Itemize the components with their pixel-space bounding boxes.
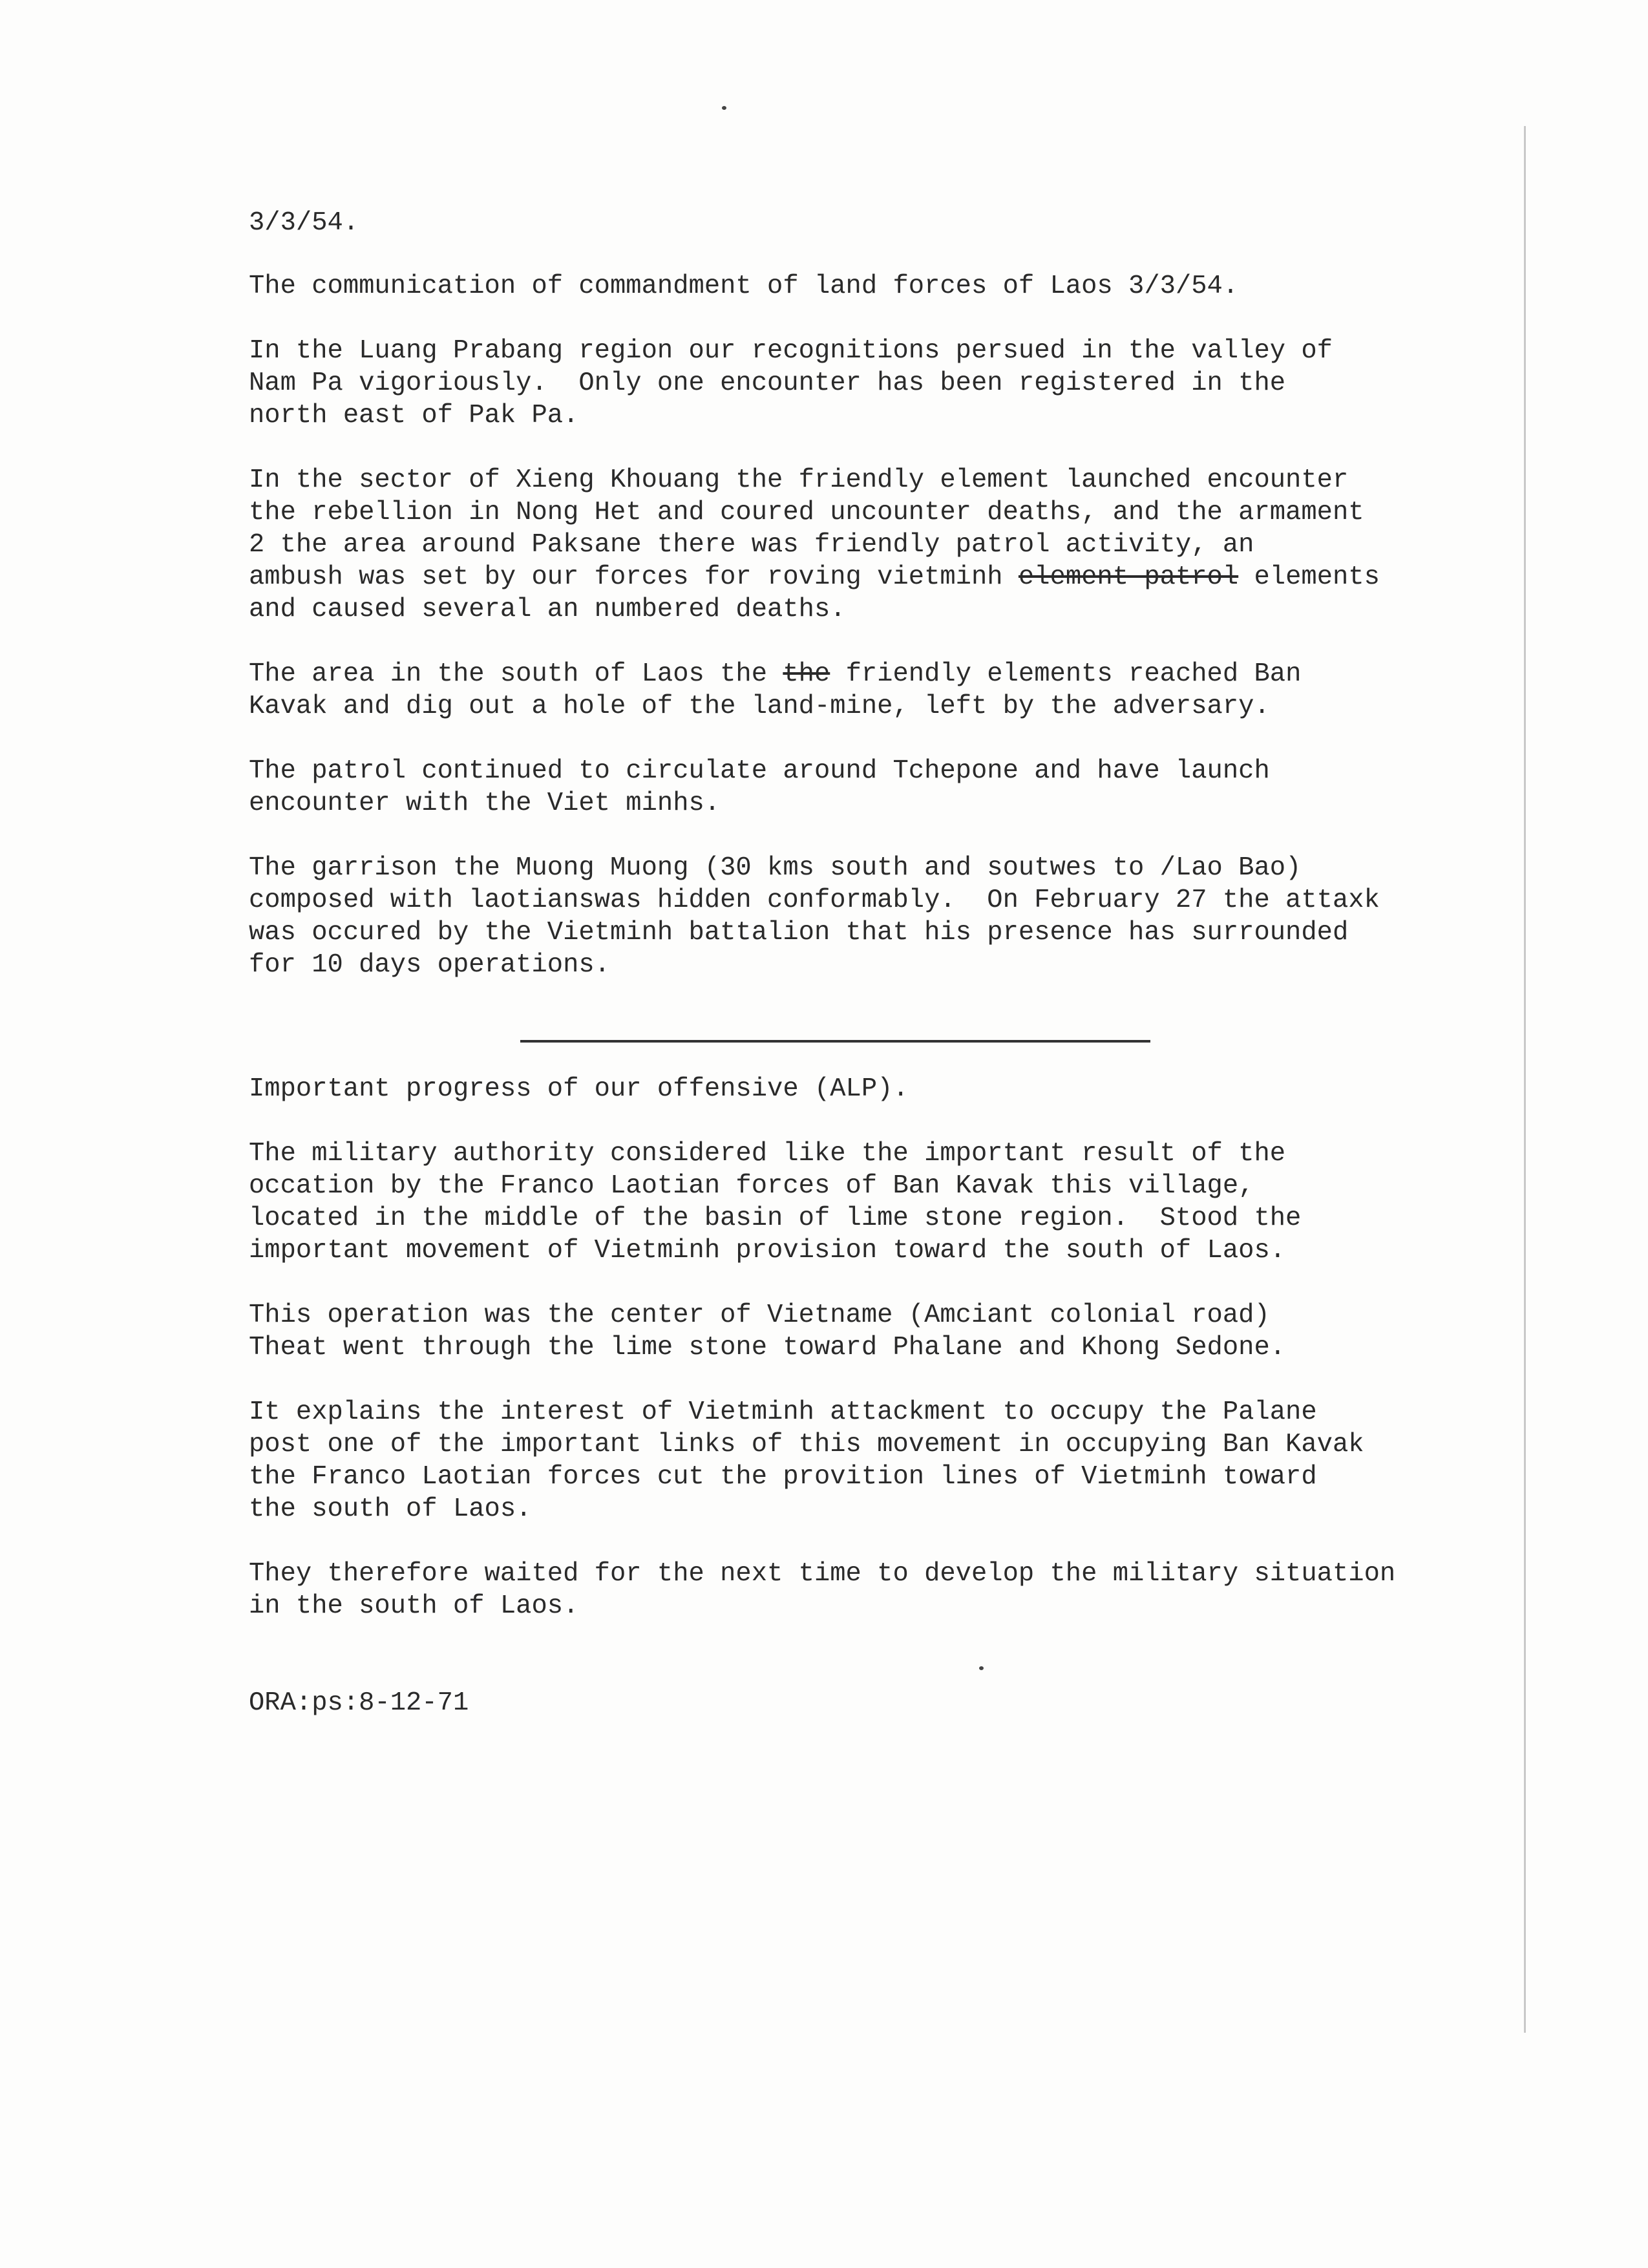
paragraph-line: was occured by the Vietminh battalion that his presence has surrounded bbox=[249, 918, 1349, 948]
line-text: elements bbox=[1238, 562, 1380, 592]
paragraph-line: The patrol continued to circulate around Tchepone and have launch bbox=[249, 756, 1270, 786]
paragraph-line: important movement of Vietminh provision toward the south of Laos. bbox=[249, 1236, 1286, 1266]
paragraph-line: The garrison the Muong Muong (30 kms south and soutwes to /Lao Bao) bbox=[249, 853, 1302, 883]
document-heading: The communication of commandment of land forces of Laos 3/3/54. bbox=[249, 271, 1239, 301]
paragraph-line: This operation was the center of Vietname (Amciant colonial road) bbox=[249, 1300, 1270, 1330]
paragraph-line: In the Luang Prabang region our recognitions persued in the valley of bbox=[249, 336, 1333, 366]
paragraph-line: and caused several an numbered deaths. bbox=[249, 595, 846, 624]
paper-speck bbox=[979, 1666, 984, 1670]
paragraph-line: In the sector of Xieng Khouang the friendly element launched encounter bbox=[249, 465, 1349, 495]
paragraph-line: located in the middle of the basin of lime stone region. Stood the bbox=[249, 1203, 1302, 1233]
line-text: friendly elements reached Ban bbox=[830, 659, 1302, 689]
paragraph-line: The military authority considered like the important result of the bbox=[249, 1139, 1286, 1169]
paragraph-line bbox=[249, 658, 1301, 690]
line-text: ambush was set by our forces for roving vietminh bbox=[249, 562, 1019, 592]
paragraph-line: It explains the interest of Vietminh attackment to occupy the Palane bbox=[249, 1397, 1317, 1427]
paragraph-line bbox=[249, 561, 1380, 593]
paper-speck bbox=[722, 106, 726, 110]
paragraph-line: Nam Pa vigoriously. Only one encounter has been registered in the bbox=[249, 368, 1286, 398]
paragraph-line: for 10 days operations. bbox=[249, 950, 610, 980]
paragraph-line: composed with laotianswas hidden conformably. On February 27 the attaxk bbox=[249, 885, 1380, 915]
struck-text: the bbox=[783, 659, 830, 689]
paragraph-line: the rebellion in Nong Het and coured uncounter deaths, and the armament bbox=[249, 498, 1364, 527]
paragraph-line: post one of the important links of this movement in occupying Ban Kavak bbox=[249, 1430, 1364, 1459]
paragraph-line: occation by the Franco Laotian forces of Ban Kavak this village, bbox=[249, 1171, 1254, 1201]
paragraph-line: north east of Pak Pa. bbox=[249, 401, 579, 430]
paragraph-line: Kavak and dig out a hole of the land-mine, left by the adversary. bbox=[249, 692, 1270, 721]
document-date: 3/3/54. bbox=[249, 208, 359, 238]
paragraph-line: encounter with the Viet minhs. bbox=[249, 789, 721, 818]
paragraph-line: They therefore waited for the next time to develop the military situation bbox=[249, 1559, 1396, 1589]
paragraph-line: the south of Laos. bbox=[249, 1494, 532, 1524]
paragraph-line: the Franco Laotian forces cut the provition lines of Vietminh toward bbox=[249, 1462, 1317, 1492]
reference-code: ORA:ps:8-12-71 bbox=[249, 1688, 469, 1718]
page-edge-line bbox=[1524, 126, 1526, 2033]
struck-text: element patrol bbox=[1018, 562, 1239, 592]
section-heading: Important progress of our offensive (ALP). bbox=[249, 1074, 909, 1104]
paragraph-line: in the south of Laos. bbox=[249, 1591, 579, 1621]
line-text: The area in the south of Laos the bbox=[249, 659, 783, 689]
paragraph-line: Theat went through the lime stone toward Phalane and Khong Sedone. bbox=[249, 1333, 1286, 1362]
section-divider bbox=[520, 1040, 1150, 1043]
paragraph-line: 2 the area around Paksane there was friendly patrol activity, an bbox=[249, 530, 1254, 560]
